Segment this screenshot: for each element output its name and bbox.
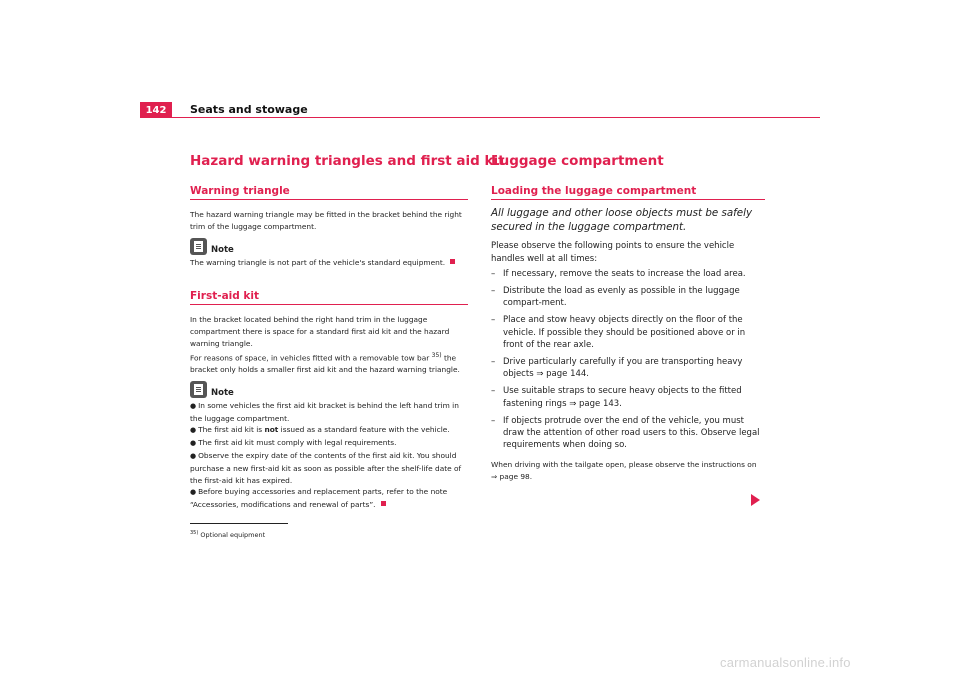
subheading-warning-triangle: Warning triangle xyxy=(190,184,468,200)
left-column xyxy=(190,152,505,511)
lead-text: Please observe the following points to ensure the vehicle handles well at all times: xyxy=(491,241,735,264)
list-item: – Drive particularly carefully if you are transporting heavy objects ⇒ page 144. xyxy=(491,357,743,380)
end-mark-icon xyxy=(450,259,455,264)
note-header xyxy=(190,237,468,255)
header-rule xyxy=(172,117,820,118)
list-item: ● Observe the expiry date of the contents of the first aid kit. You should purchase a new first-aid kit as soon as possible after the shelf-life date of the first-aid kit has expired. xyxy=(190,451,462,485)
tailgate-note: When driving with the tailgate open, please observe the instructions on ⇒ page 98. xyxy=(491,460,757,482)
note-header xyxy=(190,380,468,398)
list-item: – If objects protrude over the end of the vehicle, you must draw the attention of other road users to this. Observe legal requirements when doing so. xyxy=(491,415,760,451)
continue-arrow-icon xyxy=(751,494,760,506)
triangle-note: The warning triangle is not part of the vehicle's standard equipment. xyxy=(190,257,468,269)
subheading-first-aid-kit: First-aid kit xyxy=(190,289,468,305)
footnote: $^{35)}$ Optional equipment xyxy=(190,530,266,540)
note-label: Note xyxy=(211,387,234,398)
end-mark-icon xyxy=(381,501,386,506)
note-icon xyxy=(190,381,207,398)
list-item: – Use suitable straps to secure heavy objects to the fitted fastening rings ⇒ page 143. xyxy=(491,386,742,409)
note-icon xyxy=(190,238,207,255)
list-item: – If necessary, remove the seats to increase the load area. xyxy=(491,268,746,279)
triangle-body: The hazard warning triangle may be fitted in the bracket behind the right trim of the luggage compartment. xyxy=(190,210,462,231)
note-label: Note xyxy=(211,244,234,255)
list-item: ● Before buying accessories and replacement parts, refer to the note “Accessories, modifications and renewal of parts”. xyxy=(190,487,448,510)
section-title-luggage: Luggage compartment xyxy=(491,153,664,169)
list-item: ● In some vehicles the first aid kit bracket is behind the left hand trim in the luggage compartment. xyxy=(190,400,459,423)
page-number: 142 xyxy=(140,102,172,118)
list-item: – Distribute the load as evenly as possible in the luggage compart-ment. xyxy=(491,286,740,309)
first-aid-p1: In the bracket located behind the right hand trim in the luggage compartment there is space for a standard first aid kit and the hazard warning triangle. xyxy=(190,315,450,348)
list-item: – Place and stow heavy objects directly on the floor of the vehicle. If possible they should be positioned above or in front of the rear axle. xyxy=(491,315,746,350)
subheading-loading: Loading the luggage compartment xyxy=(491,184,765,200)
chapter-title: Seats and stowage xyxy=(190,103,308,116)
intro-text: All luggage and other loose objects must be safely secured in the luggage compartment. xyxy=(491,207,753,234)
watermark: carmanualsonline.info xyxy=(720,655,851,670)
list-item: ● The first aid kit must comply with legal requirements. xyxy=(190,438,397,448)
footnote-rule xyxy=(190,523,288,524)
right-column xyxy=(491,152,765,483)
list-item: ● The first aid kit is not issued as a standard feature with the vehicle. xyxy=(190,425,450,435)
section-title-hazard: Hazard warning triangles and first aid kit xyxy=(190,153,505,169)
first-aid-p2: For reasons of space, in vehicles fitted with a removable tow bar $^{35)}$ the bracket only holds a smaller first aid kit and the hazard warning triangle. xyxy=(190,351,460,375)
